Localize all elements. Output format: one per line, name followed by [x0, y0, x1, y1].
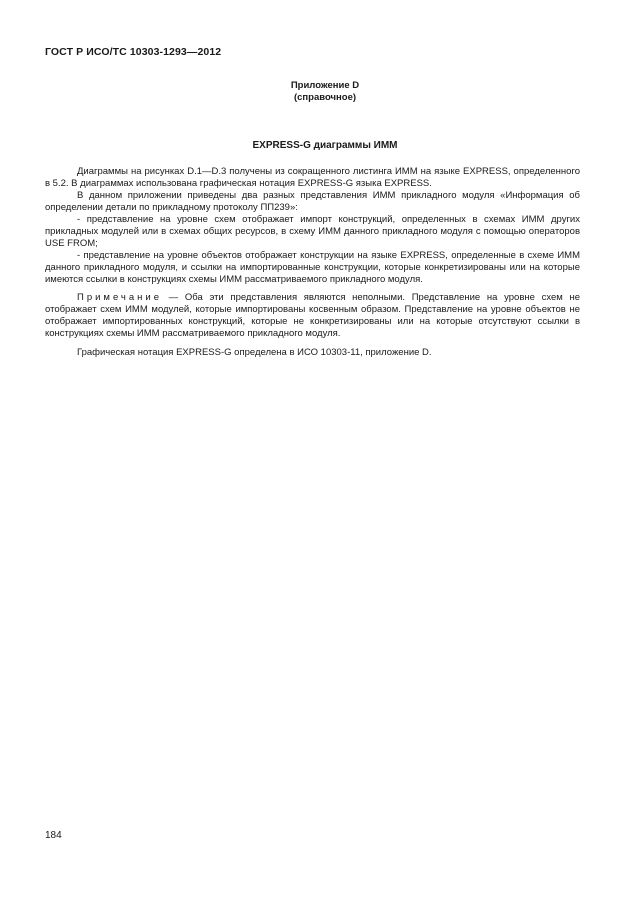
paragraph-4: - представление на уровне объектов отображает конструкции на языке EXPRESS, определенные в схеме ИММ данного прикладного модуля, и ссылки на импортированные конструкции, которые конкретизированы или на которые имеются ссылки в конструкциях схемы ИММ рассматриваемого прикладного модуля. [45, 250, 580, 285]
paragraph-5: Графическая нотация EXPRESS-G определена в ИСО 10303-11, приложение D. [77, 347, 432, 358]
note-label: Примечание [77, 292, 162, 303]
document-header: ГОСТ Р ИСО/ТС 10303-1293—2012 [45, 46, 222, 58]
appendix-subtitle: (справочное) [293, 92, 357, 103]
paragraph-1: Диаграммы на рисунках D.1—D.3 получены из сокращенного листинга ИММ на языке EXPRESS, определенного в 5.2. В диаграммах использована графическая нотация EXPRESS-G языка EXPRESS. [45, 166, 580, 189]
paragraph-3: - представление на уровне схем отображает импорт конструкций, определенных в схемах ИММ других прикладных модулей или в схемах общих ресурсов, в схему ИММ данного прикладного модуля с помощью операторов USE FROM; [45, 214, 580, 249]
appendix-title: Приложение D [290, 80, 360, 91]
appendix-heading [0, 80, 630, 104]
paragraph-2: В данном приложении приведены два разных представления ИММ прикладного модуля «Информация об определении детали по прикладному протоколу ПП239»: [45, 190, 580, 213]
note-paragraph [45, 292, 580, 340]
section-title: EXPRESS-G диаграммы ИММ [252, 140, 398, 151]
note-text: — Оба эти представления являются неполными. Представление на уровне схем не отображает схем ИММ модулей, которые импортированы косвенным образом. Представление на уровне объектов не отображает импортированных конструкций, которые не конкретизированы или на которые отсутствуют ссылки в конструкциях схемы ИММ рассматриваемого прикладного модуля. [45, 292, 580, 339]
body-text [45, 166, 580, 359]
page-number: 184 [45, 830, 62, 841]
